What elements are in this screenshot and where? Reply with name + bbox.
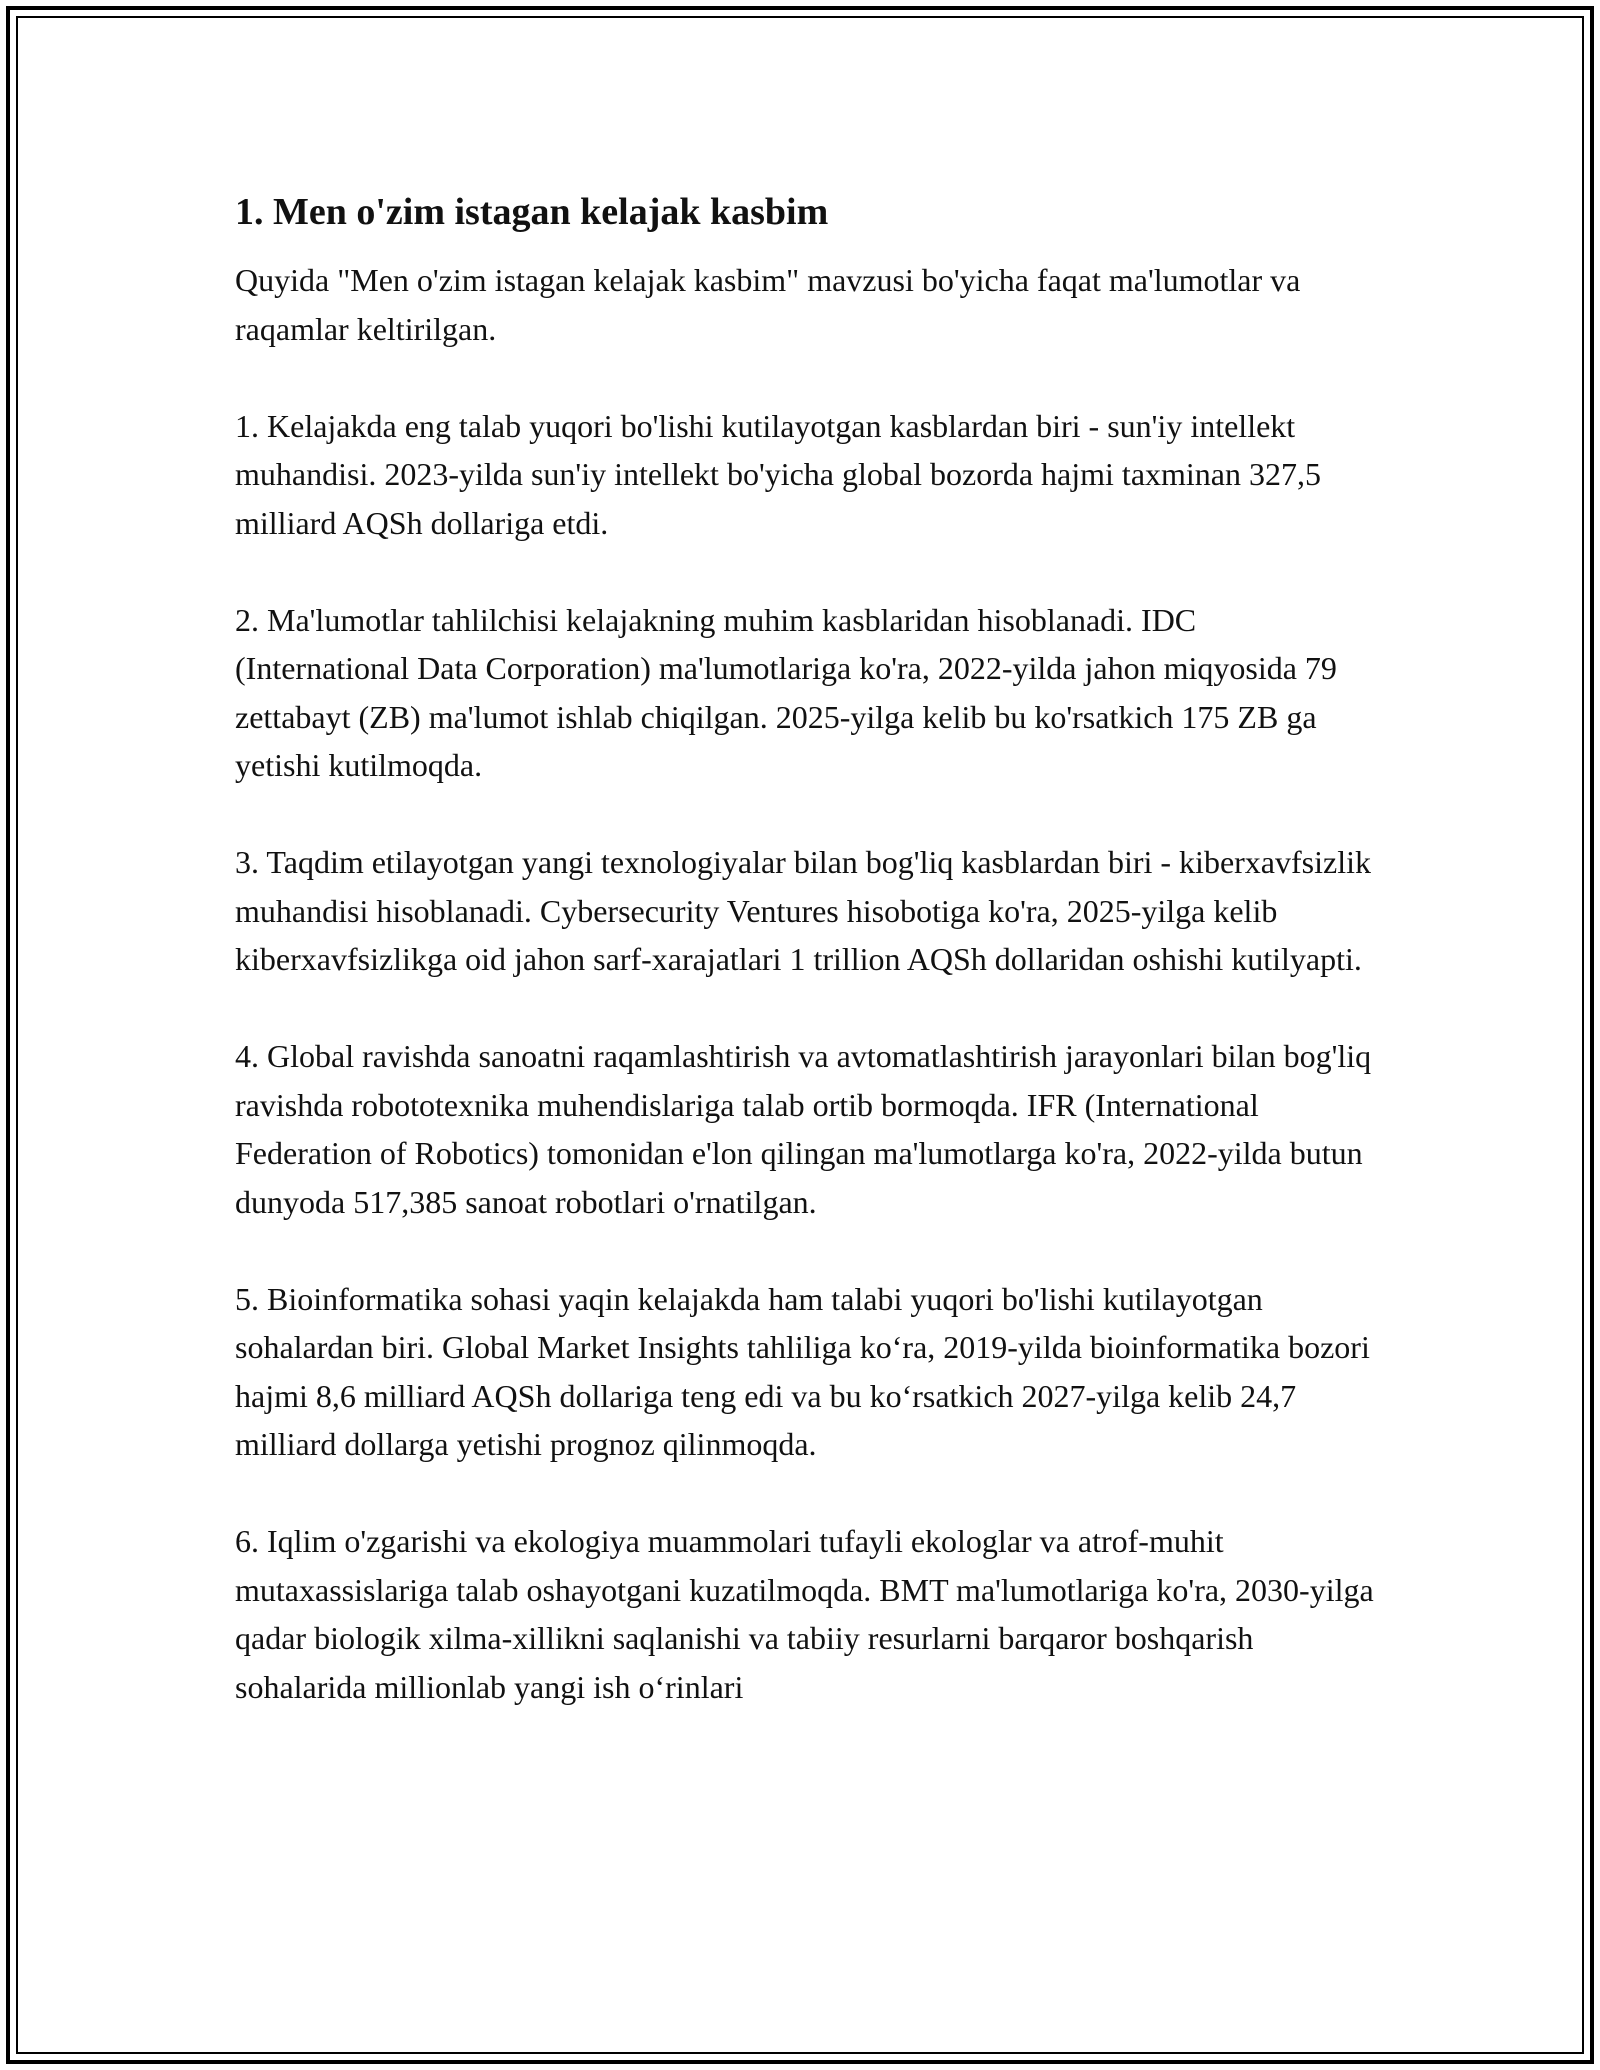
paragraph-4: 4. Global ravishda sanoatni raqamlashtirish va avtomatlashtirish jarayonlari bilan bog'liq ravishda robototexnika muhendislariga talab ortib bormoqda. IFR (International Federation of Robotics) tomonidan e'lon qilingan ma'lumotlarga ko'ra, 2022-yilda butun dunyoda 517,385 sanoat robotlari o'rnatilgan. (235, 1038, 1372, 1220)
document-body (235, 182, 1375, 1711)
document-title: 1. Men o'zim istagan kelajak kasbim (235, 191, 829, 233)
intro-paragraph: Quyida "Men o'zim istagan kelajak kasbim" mavzusi bo'yicha faqat ma'lumotlar va raqamlar keltirilgan. (235, 262, 1301, 347)
paragraph-3: 3. Taqdim etilayotgan yangi texnologiyalar bilan bog'liq kasblardan biri - kiberxavfsizlik muhandisi hisoblanadi. Cybersecurity Ventures hisobotiga ko'ra, 2025-yilga kelib kiberxavfsizlikga oid jahon sarf-xarajatlari 1 trillion AQSh dollaridan oshishi kutilyapti. (235, 844, 1371, 977)
paragraph-2: 2. Ma'lumotlar tahlilchisi kelajakning muhim kasblaridan hisoblanadi. IDC (International Data Corporation) ma'lumotlariga ko'ra, 2022-yilda jahon miqyosida 79 zettabayt (ZB) ma'lumot ishlab chiqilgan. 2025-yilga kelib bu ko'rsatkich 175 ZB ga yetishi kutilmoqda. (235, 601, 1337, 783)
paragraph-6: 6. Iqlim o'zgarishi va ekologiya muammolari tufayli ekologlar va atrof-muhit mutaxassislariga talab oshayotgani kuzatilmoqda. BMT ma'lumotlariga ko'ra, 2030-yilga qadar biologik xilma-xillikni saqlanishi va tabiiy resurlarni barqaror boshqarish sohalarida millionlab yangi ish o‘rinlari (235, 1523, 1374, 1705)
paragraph-1: 1. Kelajakda eng talab yuqori bo'lishi kutilayotgan kasblardan biri - sun'iy intellekt muhandisi. 2023-yilda sun'iy intellekt bo'yicha global bozorda hajmi taxminan 327,5 milliard AQSh dollariga etdi. (235, 407, 1321, 541)
paragraph-5: 5. Bioinformatika sohasi yaqin kelajakda ham talabi yuqori bo'lishi kutilayotgan sohalardan biri. Global Market Insights tahliliga ko‘ra, 2019-yilda bioinformatika bozori hajmi 8,6 milliard AQSh dollariga teng edi va bu ko‘rsatkich 2027-yilga kelib 24,7 milliard dollarga yetishi prognoz qilinmoqda. (235, 1280, 1370, 1462)
